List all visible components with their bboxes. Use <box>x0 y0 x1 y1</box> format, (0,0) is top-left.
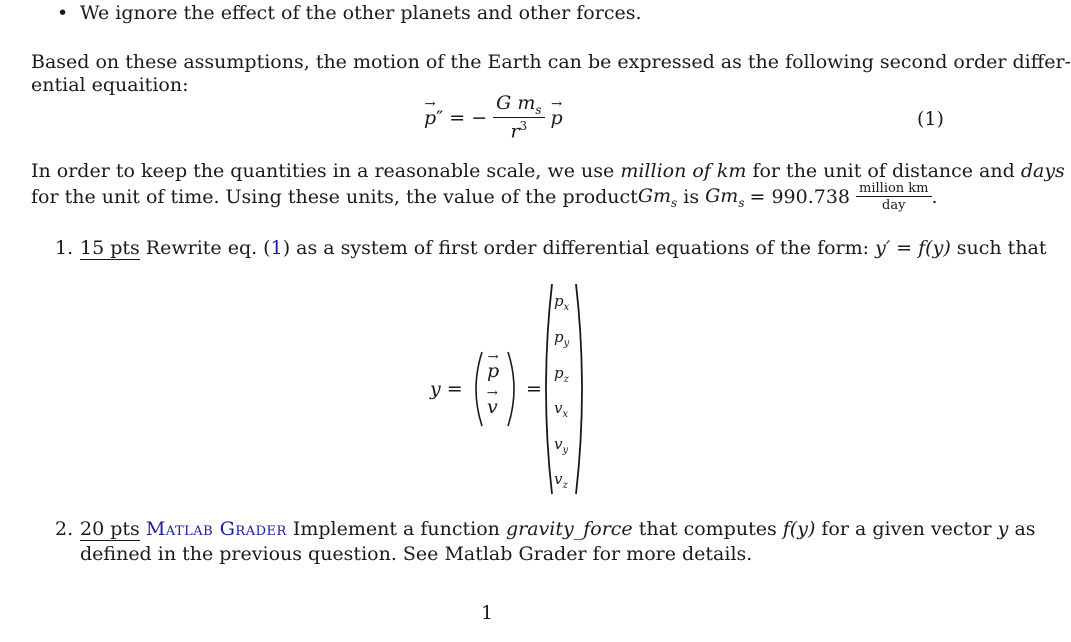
bullet-glyph: • <box>57 2 69 24</box>
para2-text-b: for the unit of distance and <box>746 160 1021 182</box>
entry-px: $p_x$ <box>554 292 570 313</box>
para1-line2: ential equaition: <box>31 74 189 96</box>
gm-value: = 990.738 <box>749 186 851 209</box>
bullet-item <box>57 2 68 24</box>
fraction <box>493 94 544 142</box>
entry-vy: $v_y$ <box>554 435 569 456</box>
q1-points: 15 pts <box>80 237 140 259</box>
q2-line2: defined in the previous question. See Matlab Grader for more details. <box>80 543 753 565</box>
entry-pz: $p_z$ <box>554 364 569 385</box>
q1-text-a: Rewrite eq. ( <box>139 237 271 259</box>
unit-denominator: day <box>882 197 906 213</box>
para2-emph-days: days <box>1020 160 1065 182</box>
q1-text <box>80 237 1047 259</box>
denominator <box>510 118 527 142</box>
gm-text: Gm <box>637 185 672 208</box>
numerator <box>493 94 544 117</box>
matlab-grader-link[interactable]: Matlab Grader <box>145 518 287 540</box>
big-paren-svg <box>542 282 586 496</box>
p-vector-rhs: p → <box>551 107 563 129</box>
equation-1 <box>424 92 563 142</box>
q2-text-a: Implement a function <box>286 518 506 540</box>
matrix-equals: = <box>526 378 542 400</box>
q1-number: 1. <box>55 237 74 259</box>
q2-text-c: for a given vector <box>815 518 998 540</box>
q2-y: y <box>997 518 1009 540</box>
q1-text-b: ) as a system of first order differential equations of the form: <box>282 237 876 259</box>
entry-vx: $v_x$ <box>554 399 569 420</box>
equation-ref-link[interactable]: 1 <box>270 237 283 259</box>
equation-number: (1) <box>917 108 944 130</box>
bullet-text: We ignore the effect of the other planets and other forces. <box>80 2 642 24</box>
numerator-sub: s <box>535 103 542 117</box>
para2-line2 <box>31 182 938 213</box>
denominator-text: r <box>510 119 520 142</box>
q2-points: 20 pts <box>80 518 140 540</box>
gm-symbol <box>638 185 677 210</box>
page-number: 1 <box>481 602 494 624</box>
small-v: v → <box>487 396 498 418</box>
q2-text-d: as <box>1008 518 1036 540</box>
para2-text-a: In order to keep the quantities in a reasonable scale, we use <box>31 160 621 182</box>
q2-number: 2. <box>55 518 74 540</box>
q1-text-c: such that <box>950 237 1047 259</box>
entry-vz: $v_z$ <box>554 470 568 491</box>
gm-sub-2: s <box>738 195 745 210</box>
unit-fraction <box>856 182 932 213</box>
small-vector <box>470 350 520 428</box>
numerator-text: G m <box>496 92 536 115</box>
unit-numerator: million km <box>856 182 932 197</box>
minus-sign: − <box>471 107 488 129</box>
equals-sign: = <box>449 107 466 129</box>
big-vector <box>542 282 586 496</box>
double-prime: ″ <box>436 107 444 129</box>
small-p: p → <box>487 360 499 382</box>
para2-emph-unit: million of km <box>620 160 747 182</box>
function-name: gravity_force <box>505 518 633 540</box>
p-vector: p → <box>424 107 436 129</box>
q2-text-b: that computes <box>632 518 783 540</box>
gm-text-2: Gm <box>705 185 739 208</box>
para2-text-c: for the unit of time. Using these units, the value of the product <box>31 186 638 209</box>
q1-form: y′ = f(y) <box>875 237 951 259</box>
denominator-sup: 3 <box>519 118 528 133</box>
entry-py: $p_y$ <box>554 328 570 349</box>
para2-line1 <box>31 160 1065 182</box>
para1-line1: Based on these assumptions, the motion of the Earth can be expressed as the following second order differ- <box>31 51 1071 73</box>
gm-symbol-2 <box>705 185 744 210</box>
q2-f: f(y) <box>782 518 816 540</box>
period: . <box>931 186 938 209</box>
q2-line1 <box>80 518 1036 540</box>
para2-text-d: is <box>677 186 706 209</box>
gm-sub: s <box>671 195 678 210</box>
matrix-lhs: y = <box>430 378 463 400</box>
